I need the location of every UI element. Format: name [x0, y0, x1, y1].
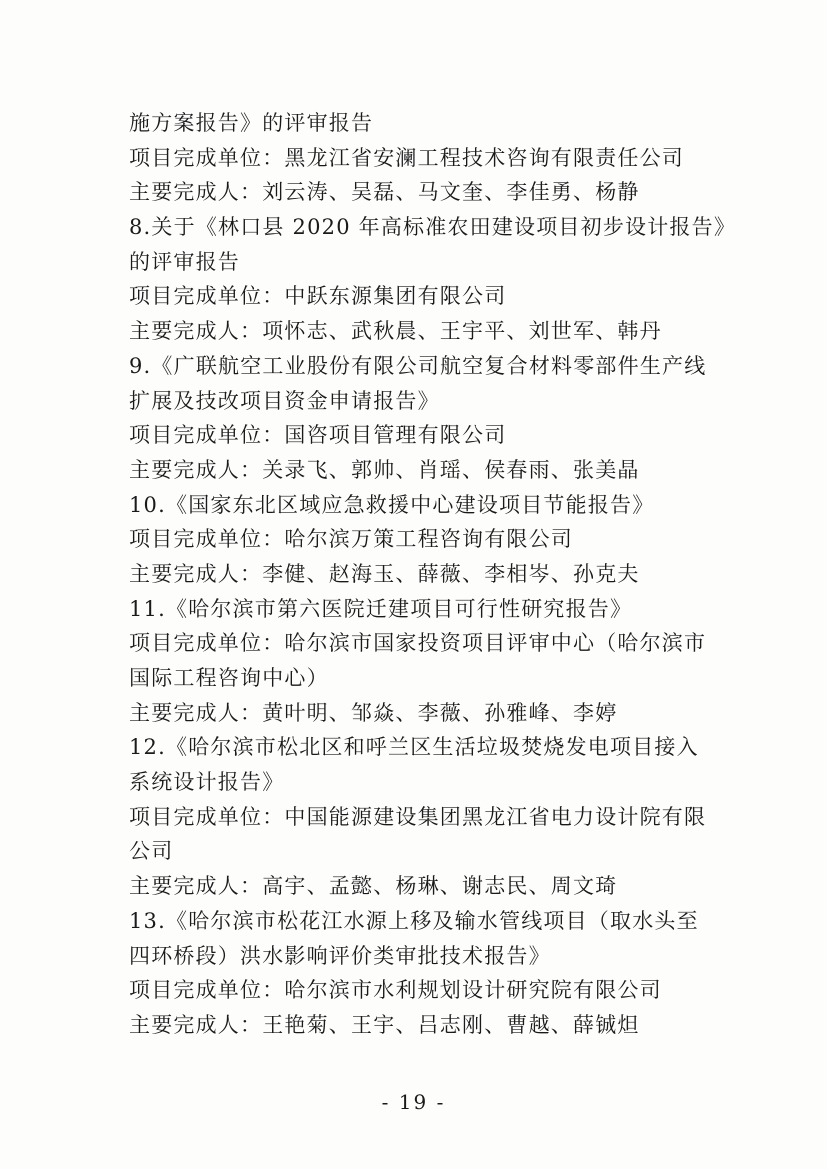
text-line: 项目完成单位：哈尔滨万策工程咨询有限公司 [129, 527, 573, 552]
text-line: 12.《哈尔滨市松北区和呼兰区生活垃圾焚烧发电项目接入 [129, 735, 699, 760]
text-line: 主要完成人：关录飞、郭帅、肖瑶、侯春雨、张美晶 [129, 457, 640, 482]
text-line: 主要完成人：刘云涛、吴磊、马文奎、李佳勇、杨静 [129, 180, 640, 205]
text-line: 主要完成人：李健、赵海玉、薛薇、李相岑、孙克夫 [129, 561, 640, 586]
text-line: 项目完成单位：中国能源建设集团黑龙江省电力设计院有限 [129, 804, 707, 829]
text-line: 项目完成单位：哈尔滨市水利规划设计研究院有限公司 [129, 978, 662, 1003]
text-line: 13.《哈尔滨市松花江水源上移及输水管线项目（取水头至 [129, 908, 699, 933]
text-line: 项目完成单位：黑龙江省安澜工程技术咨询有限责任公司 [129, 145, 684, 170]
text-line: 11.《哈尔滨市第六医院迁建项目可行性研究报告》 [129, 596, 633, 621]
text-line: 主要完成人：高宇、孟懿、杨琳、谢志民、周文琦 [129, 874, 618, 899]
text-line: 扩展及技改项目资金申请报告》 [129, 388, 440, 413]
page-number: - 19 - [381, 1090, 446, 1114]
text-line: 公司 [129, 839, 174, 864]
document-body [129, 106, 737, 1043]
text-line: 主要完成人：黄叶明、邹焱、李薇、孙雅峰、李婷 [129, 700, 618, 725]
text-line: 项目完成单位：中跃东源集团有限公司 [129, 284, 507, 309]
text-line: 施方案报告》的评审报告 [129, 111, 374, 135]
text-line: 四环桥段）洪水影响评价类审批技术报告》 [129, 943, 551, 968]
text-line: 8.关于《林口县 2020 年高标准农田建设项目初步设计报告》 [129, 215, 737, 240]
text-line: 主要完成人：王艳菊、王宇、吕志刚、曹越、薛铖炟 [129, 1012, 640, 1037]
text-line: 项目完成单位：哈尔滨市国家投资项目评审中心（哈尔滨市 [129, 631, 707, 656]
text-line: 项目完成单位：国咨项目管理有限公司 [129, 423, 507, 448]
text-line: 国际工程咨询中心） [129, 666, 329, 690]
text-line: 10.《国家东北区域应急救援中心建设项目节能报告》 [129, 492, 655, 517]
text-line: 主要完成人：项怀志、武秋晨、王宇平、刘世军、韩丹 [129, 319, 662, 344]
text-line: 的评审报告 [129, 249, 240, 274]
text-line: 系统设计报告》 [129, 770, 285, 795]
text-line: 9.《广联航空工业股份有限公司航空复合材料零部件生产线 [129, 353, 707, 378]
